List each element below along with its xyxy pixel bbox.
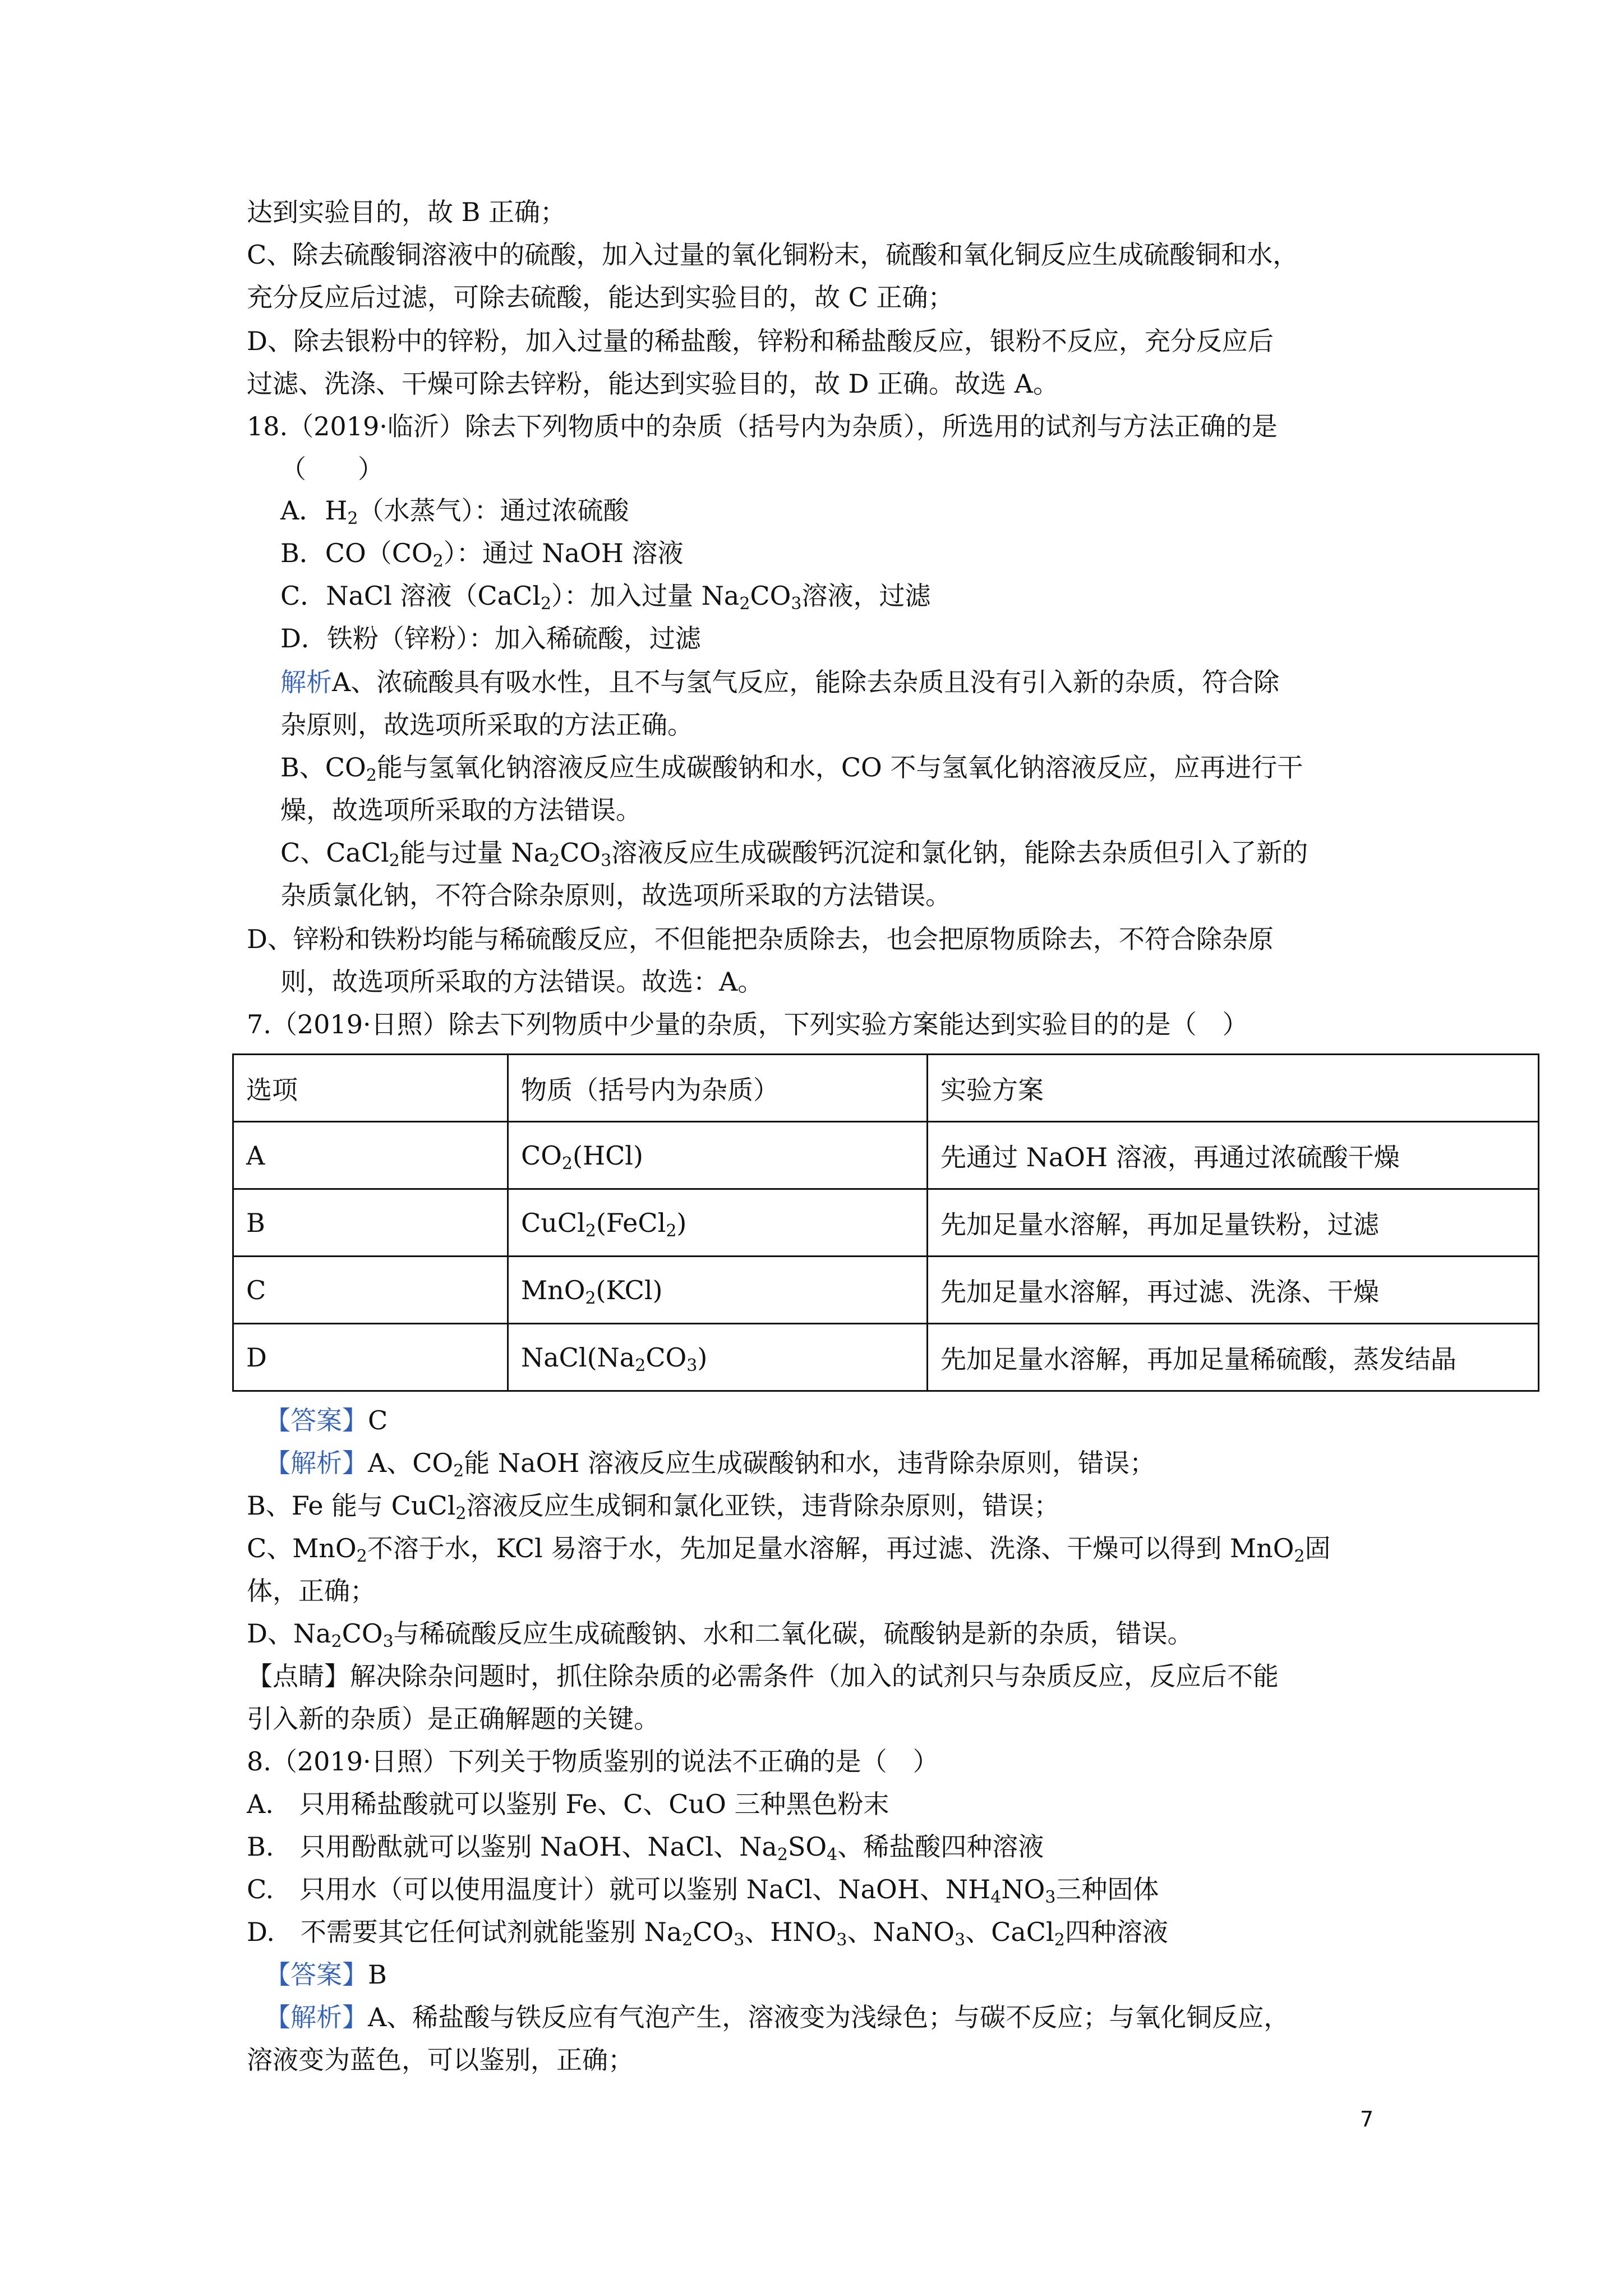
table-row bbox=[233, 1122, 1539, 1189]
table-header: 实验方案 bbox=[928, 1055, 1539, 1122]
text-line: D、除去银粉中的锌粉，加入过量的稀盐酸，锌粉和稀盐酸反应，银粉不反应，充分反应后 bbox=[247, 326, 1274, 356]
analysis-label: 解析 bbox=[280, 667, 332, 697]
table-row bbox=[233, 1189, 1539, 1257]
analysis-line: 杂原则，故选项所采取的方法正确。 bbox=[280, 710, 693, 740]
question-8-stem: 8.（2019·日照）下列关于物质鉴别的说法不正确的是（ ） bbox=[247, 1746, 939, 1777]
analysis-label: 【解析】 bbox=[265, 2002, 368, 2032]
table-cell: B bbox=[233, 1189, 508, 1257]
question-18-stem: 18.（2019·临沂）除去下列物质中的杂质（括号内为杂质），所选用的试剂与方法正确的是 bbox=[247, 411, 1278, 441]
table-header: 选项 bbox=[233, 1055, 508, 1122]
answer-line: 【答案】C bbox=[265, 1405, 388, 1435]
analysis-line: D、锌粉和铁粉均能与稀硫酸反应，不但能把杂质除去，也会把原物质除去，不符合除杂原 bbox=[247, 924, 1274, 954]
answer-paren: （ ） bbox=[280, 454, 384, 484]
table-header: 物质（括号内为杂质） bbox=[508, 1055, 928, 1122]
analysis-line: 【解析】A、$CO_2$能 NaOH 溶液反应生成碳酸钠和水，违背除杂原则，错误； bbox=[265, 1448, 1155, 1481]
answer-label: 【答案】 bbox=[265, 1405, 368, 1435]
option-a: A. 只用稀盐酸就可以鉴别 Fe、C、CuO 三种黑色粉末 bbox=[247, 1789, 889, 1819]
option-c: C．NaCl 溶液（CaCl$_2$）：加入过量 $Na_2CO_3$溶液，过滤 bbox=[280, 581, 931, 614]
table-header-row bbox=[233, 1055, 1539, 1122]
analysis-line: 燥，故选项所采取的方法错误。 bbox=[280, 795, 642, 825]
table-cell: A bbox=[233, 1122, 508, 1189]
table-cell: MnO$_2$(KCl) bbox=[508, 1257, 928, 1324]
analysis-line: 【解析】A、稀盐酸与铁反应有气泡产生，溶液变为浅绿色；与碳不反应；与氧化铜反应， bbox=[265, 2002, 1290, 2032]
table-cell: 先加足量水溶解，再加足量铁粉，过滤 bbox=[928, 1189, 1539, 1257]
table-cell: 先加足量水溶解，再过滤、洗涤、干燥 bbox=[928, 1257, 1539, 1324]
analysis-line: B、$CO_2$能与氢氧化钠溶液反应生成碳酸钠和水，CO 不与氢氧化钠溶液反应，应再进行干 bbox=[280, 752, 1303, 785]
option-a: A．$H_2$（水蒸气）：通过浓硫酸 bbox=[280, 495, 629, 528]
table-cell: D bbox=[233, 1324, 508, 1391]
answer-label: 【答案】 bbox=[265, 1959, 368, 1990]
tip-line: 引入新的杂质）是正确解题的关键。 bbox=[247, 1704, 660, 1734]
option-c: C. 只用水（可以使用温度计）就可以鉴别 NaCl、NaOH、$NH_4NO_3$三种固体 bbox=[247, 1874, 1159, 1907]
table-row bbox=[233, 1257, 1539, 1324]
table-cell: $NaCl(Na_2CO_3)$ bbox=[508, 1324, 928, 1391]
analysis-line: 则，故选项所采取的方法错误。故选：A。 bbox=[280, 967, 764, 997]
table-row bbox=[233, 1324, 1539, 1391]
option-b: B. 只用酚酞就可以鉴别 NaOH、NaCl、$Na_2SO_4$、稀盐酸四种溶液 bbox=[247, 1832, 1044, 1865]
text-line: 达到实验目的，故 B 正确； bbox=[247, 197, 566, 227]
text-line: 过滤、洗涤、干燥可除去锌粉，能达到实验目的，故 D 正确。故选 A。 bbox=[247, 369, 1059, 399]
table-cell: $CO_2(HCl)$ bbox=[508, 1122, 928, 1189]
analysis-line: 体，正确； bbox=[247, 1576, 376, 1606]
page-number: 7 bbox=[1360, 2107, 1374, 2132]
option-d: D. 不需要其它任何试剂就能鉴别 $Na_2CO_3$、$HNO_3$、NaNO$_3$、CaCl$_2$四种溶液 bbox=[247, 1917, 1168, 1950]
experiment-table bbox=[232, 1053, 1539, 1392]
analysis-line: C、CaCl$_2$能与过量 $Na_2CO_3$溶液反应生成碳酸钙沉淀和氯化钠，能除去杂质但引入了新的 bbox=[280, 838, 1308, 871]
analysis-line: 解析A、浓硫酸具有吸水性，且不与氢气反应，能除去杂质且没有引入新的杂质，符合除 bbox=[280, 667, 1280, 697]
analysis-label: 【解析】 bbox=[265, 1448, 368, 1478]
analysis-line: 杂质氯化钠，不符合除杂原则，故选项所采取的方法错误。 bbox=[280, 880, 951, 910]
text-line: C、除去硫酸铜溶液中的硫酸，加入过量的氧化铜粉末，硫酸和氧化铜反应生成硫酸铜和水， bbox=[247, 240, 1299, 270]
analysis-line: D、$Na_2CO_3$与稀硫酸反应生成硫酸钠、水和二氧化碳，硫酸钠是新的杂质，错误。 bbox=[247, 1618, 1193, 1651]
question-7-stem: 7.（2019·日照）除去下列物质中少量的杂质，下列实验方案能达到实验目的的是（ ） bbox=[247, 1009, 1248, 1039]
analysis-line: C、MnO$_2$不溶于水，KCl 易溶于水，先加足量水溶解，再过滤、洗涤、干燥可以得到 MnO$_2$固 bbox=[247, 1533, 1331, 1566]
tip-line: 【点睛】解决除杂问题时，抓住除杂质的必需条件（加入的试剂只与杂质反应，反应后不能 bbox=[247, 1661, 1279, 1691]
text-line: 充分反应后过滤，可除去硫酸，能达到实验目的，故 C 正确； bbox=[247, 282, 954, 312]
table-cell: 先通过 NaOH 溶液，再通过浓硫酸干燥 bbox=[928, 1122, 1539, 1189]
table-cell: C bbox=[233, 1257, 508, 1324]
option-b: B．$CO(CO_2)$：通过 NaOH 溶液 bbox=[280, 538, 684, 571]
analysis-line: 溶液变为蓝色，可以鉴别，正确； bbox=[247, 2045, 634, 2075]
answer-line: 【答案】B bbox=[265, 1959, 387, 1990]
analysis-line: B、Fe 能与 CuCl$_2$溶液反应生成铜和氯化亚铁，违背除杂原则，错误； bbox=[247, 1490, 1060, 1524]
option-d: D．铁粉（锌粉）：加入稀硫酸，过滤 bbox=[280, 623, 701, 654]
table-cell: CuCl$_2$(FeCl$_2$) bbox=[508, 1189, 928, 1257]
table-cell: 先加足量水溶解，再加足量稀硫酸，蒸发结晶 bbox=[928, 1324, 1539, 1391]
